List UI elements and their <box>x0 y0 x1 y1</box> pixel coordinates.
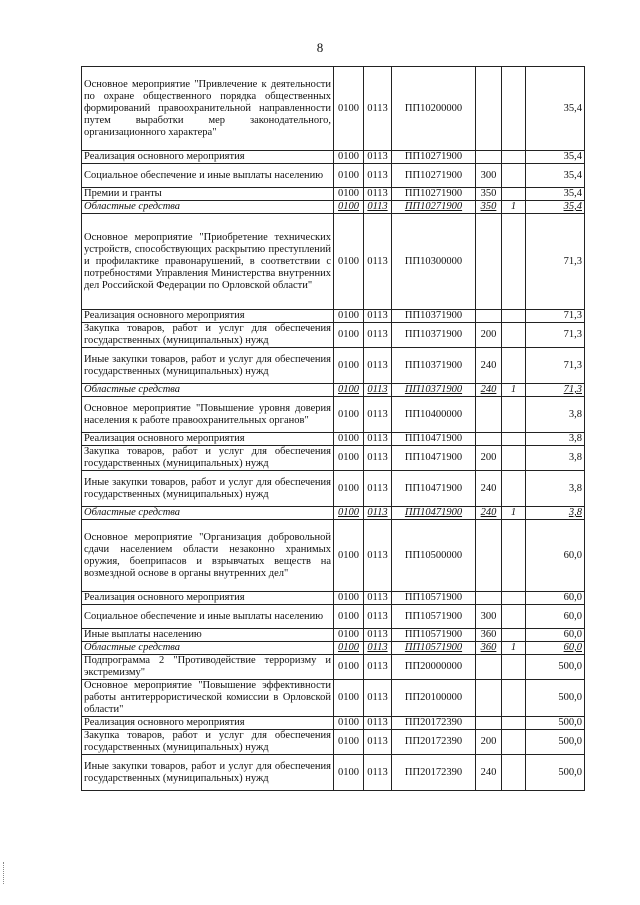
table-row <box>82 188 585 201</box>
table-row <box>82 164 585 188</box>
row-subsection-code: 0113 <box>364 730 392 755</box>
row-name-cell: Иные выплаты населению <box>82 629 334 642</box>
row-name-cell: Подпрограмма 2 "Противодействие терроризму и экстремизму" <box>82 655 334 680</box>
row-name-cell: Премии и гранты <box>82 188 334 201</box>
row-subsection-code: 0113 <box>364 201 392 214</box>
row-source-mark <box>502 214 526 310</box>
row-section-code: 0100 <box>334 520 364 592</box>
row-name-cell: Основное мероприятие "Повышение уровня доверия населения к работе правоохранительных органов" <box>82 397 334 433</box>
row-subsection-code: 0113 <box>364 310 392 323</box>
row-expense-type: 350 <box>476 201 502 214</box>
row-expense-type: 300 <box>476 605 502 629</box>
table-row <box>82 446 585 471</box>
table-row <box>82 348 585 384</box>
row-name-cell: Реализация основного мероприятия <box>82 717 334 730</box>
row-subsection-code: 0113 <box>364 471 392 507</box>
row-subsection-code: 0113 <box>364 323 392 348</box>
table-row <box>82 755 585 791</box>
row-section-code: 0100 <box>334 323 364 348</box>
row-section-code: 0100 <box>334 310 364 323</box>
row-source-mark <box>502 397 526 433</box>
row-source-mark <box>502 433 526 446</box>
row-section-code: 0100 <box>334 397 364 433</box>
row-source-mark <box>502 151 526 164</box>
row-subsection-code: 0113 <box>364 592 392 605</box>
row-section-code: 0100 <box>334 201 364 214</box>
row-source-mark <box>502 188 526 201</box>
row-source-mark: 1 <box>502 201 526 214</box>
row-section-code: 0100 <box>334 592 364 605</box>
row-source-mark: 1 <box>502 384 526 397</box>
row-expense-type: 360 <box>476 642 502 655</box>
row-subsection-code: 0113 <box>364 655 392 680</box>
row-expense-type <box>476 592 502 605</box>
row-subsection-code: 0113 <box>364 717 392 730</box>
row-name-cell: Иные закупки товаров, работ и услуг для обеспечения государственных (муниципальных) нужд <box>82 471 334 507</box>
row-amount: 71,3 <box>526 348 585 384</box>
row-amount: 3,8 <box>526 397 585 433</box>
row-source-mark <box>502 730 526 755</box>
row-expense-type <box>476 655 502 680</box>
row-target-article: ПП20172390 <box>392 730 476 755</box>
row-amount: 500,0 <box>526 717 585 730</box>
row-subsection-code: 0113 <box>364 348 392 384</box>
table-row <box>82 730 585 755</box>
row-name-cell: Реализация основного мероприятия <box>82 433 334 446</box>
row-source-mark <box>502 592 526 605</box>
row-name-cell: Иные закупки товаров, работ и услуг для обеспечения государственных (муниципальных) нужд <box>82 755 334 791</box>
row-section-code: 0100 <box>334 433 364 446</box>
row-name-cell: Реализация основного мероприятия <box>82 151 334 164</box>
row-source-mark <box>502 310 526 323</box>
row-name-cell: Реализация основного мероприятия <box>82 592 334 605</box>
row-target-article: ПП10371900 <box>392 310 476 323</box>
table-row-funds <box>82 642 585 655</box>
row-name-cell: Областные средства <box>82 201 334 214</box>
row-amount: 500,0 <box>526 655 585 680</box>
row-source-mark <box>502 446 526 471</box>
row-target-article: ПП10271900 <box>392 151 476 164</box>
row-name-cell: Основное мероприятие "Организация добровольной сдачи населением области незаконно хранимых оружия, боеприпасов и взрывчатых веществ на возмездной основе в органы внутренних дел" <box>82 520 334 592</box>
table-row <box>82 151 585 164</box>
row-section-code: 0100 <box>334 471 364 507</box>
row-section-code: 0100 <box>334 348 364 384</box>
row-subsection-code: 0113 <box>364 629 392 642</box>
row-subsection-code: 0113 <box>364 151 392 164</box>
row-section-code: 0100 <box>334 384 364 397</box>
row-amount: 60,0 <box>526 592 585 605</box>
row-target-article: ПП10571900 <box>392 642 476 655</box>
row-target-article: ПП20172390 <box>392 717 476 730</box>
row-subsection-code: 0113 <box>364 642 392 655</box>
row-name-cell: Основное мероприятие "Приобретение технических устройств, способствующих раскрытию преступлений и профилактике правонарушений, в соответствии с потребностями Управления Министерства внутренних дел Российской Федерации по Орловской области" <box>82 214 334 310</box>
row-amount: 71,3 <box>526 384 585 397</box>
row-source-mark <box>502 680 526 717</box>
row-name-cell: Социальное обеспечение и иные выплаты населению <box>82 605 334 629</box>
row-subsection-code: 0113 <box>364 384 392 397</box>
table-row <box>82 397 585 433</box>
row-source-mark: 1 <box>502 642 526 655</box>
row-subsection-code: 0113 <box>364 67 392 151</box>
row-source-mark <box>502 717 526 730</box>
row-source-mark <box>502 348 526 384</box>
row-amount: 500,0 <box>526 755 585 791</box>
table-row <box>82 680 585 717</box>
row-amount: 35,4 <box>526 188 585 201</box>
row-source-mark <box>502 471 526 507</box>
row-name-cell: Закупка товаров, работ и услуг для обеспечения государственных (муниципальных) нужд <box>82 323 334 348</box>
row-subsection-code: 0113 <box>364 164 392 188</box>
row-section-code: 0100 <box>334 629 364 642</box>
row-subsection-code: 0113 <box>364 397 392 433</box>
row-subsection-code: 0113 <box>364 188 392 201</box>
row-name-cell: Областные средства <box>82 642 334 655</box>
row-name-cell: Основное мероприятие "Повышение эффективности работы антитеррористической комиссии в Орловской области" <box>82 680 334 717</box>
row-section-code: 0100 <box>334 446 364 471</box>
row-name-cell: Закупка товаров, работ и услуг для обеспечения государственных (муниципальных) нужд <box>82 446 334 471</box>
row-amount: 60,0 <box>526 642 585 655</box>
row-target-article: ПП20000000 <box>392 655 476 680</box>
table-row <box>82 67 585 151</box>
row-amount: 500,0 <box>526 730 585 755</box>
row-source-mark <box>502 323 526 348</box>
row-source-mark <box>502 755 526 791</box>
row-expense-type: 200 <box>476 446 502 471</box>
row-source-mark <box>502 164 526 188</box>
row-name-cell: Социальное обеспечение и иные выплаты населению <box>82 164 334 188</box>
row-subsection-code: 0113 <box>364 214 392 310</box>
row-expense-type: 200 <box>476 730 502 755</box>
row-amount: 35,4 <box>526 164 585 188</box>
row-subsection-code: 0113 <box>364 507 392 520</box>
table-row <box>82 520 585 592</box>
row-section-code: 0100 <box>334 507 364 520</box>
row-amount: 3,8 <box>526 507 585 520</box>
row-target-article: ПП10471900 <box>392 446 476 471</box>
budget-table <box>81 66 585 791</box>
row-target-article: ПП10371900 <box>392 323 476 348</box>
row-target-article: ПП10371900 <box>392 384 476 397</box>
row-subsection-code: 0113 <box>364 755 392 791</box>
row-section-code: 0100 <box>334 655 364 680</box>
table-row <box>82 323 585 348</box>
row-amount: 3,8 <box>526 471 585 507</box>
row-target-article: ПП10300000 <box>392 214 476 310</box>
row-expense-type <box>476 397 502 433</box>
row-subsection-code: 0113 <box>364 680 392 717</box>
row-name-cell: Иные закупки товаров, работ и услуг для обеспечения государственных (муниципальных) нужд <box>82 348 334 384</box>
row-section-code: 0100 <box>334 755 364 791</box>
row-expense-type <box>476 67 502 151</box>
row-expense-type <box>476 151 502 164</box>
row-amount: 60,0 <box>526 605 585 629</box>
table-row <box>82 433 585 446</box>
table-row <box>82 717 585 730</box>
row-expense-type <box>476 433 502 446</box>
row-section-code: 0100 <box>334 151 364 164</box>
row-section-code: 0100 <box>334 717 364 730</box>
table-row <box>82 655 585 680</box>
row-source-mark <box>502 520 526 592</box>
row-expense-type <box>476 310 502 323</box>
row-section-code: 0100 <box>334 642 364 655</box>
table-row-funds <box>82 384 585 397</box>
table-row <box>82 214 585 310</box>
row-expense-type: 240 <box>476 755 502 791</box>
row-target-article: ПП10571900 <box>392 629 476 642</box>
row-name-cell: Областные средства <box>82 507 334 520</box>
row-section-code: 0100 <box>334 680 364 717</box>
row-expense-type <box>476 214 502 310</box>
row-target-article: ПП20172390 <box>392 755 476 791</box>
row-amount: 3,8 <box>526 433 585 446</box>
row-source-mark <box>502 67 526 151</box>
row-section-code: 0100 <box>334 164 364 188</box>
scan-edge-mark <box>3 862 5 884</box>
table-row <box>82 629 585 642</box>
table-row <box>82 605 585 629</box>
row-amount: 3,8 <box>526 446 585 471</box>
row-target-article: ПП10400000 <box>392 397 476 433</box>
row-expense-type: 360 <box>476 629 502 642</box>
row-target-article: ПП10471900 <box>392 433 476 446</box>
row-target-article: ПП10471900 <box>392 507 476 520</box>
row-amount: 35,4 <box>526 201 585 214</box>
row-subsection-code: 0113 <box>364 433 392 446</box>
row-amount: 60,0 <box>526 520 585 592</box>
row-target-article: ПП10571900 <box>392 605 476 629</box>
table-row <box>82 310 585 323</box>
row-expense-type: 350 <box>476 188 502 201</box>
row-amount: 71,3 <box>526 214 585 310</box>
row-name-cell: Реализация основного мероприятия <box>82 310 334 323</box>
row-subsection-code: 0113 <box>364 520 392 592</box>
row-amount: 60,0 <box>526 629 585 642</box>
row-target-article: ПП10471900 <box>392 471 476 507</box>
row-expense-type: 240 <box>476 384 502 397</box>
page-number: 8 <box>316 40 324 55</box>
row-amount: 35,4 <box>526 151 585 164</box>
row-section-code: 0100 <box>334 605 364 629</box>
row-expense-type <box>476 717 502 730</box>
row-expense-type: 300 <box>476 164 502 188</box>
row-amount: 71,3 <box>526 323 585 348</box>
row-expense-type: 200 <box>476 323 502 348</box>
row-section-code: 0100 <box>334 188 364 201</box>
table-row <box>82 471 585 507</box>
row-target-article: ПП10271900 <box>392 188 476 201</box>
table-row-funds <box>82 201 585 214</box>
row-section-code: 0100 <box>334 730 364 755</box>
row-section-code: 0100 <box>334 67 364 151</box>
row-name-cell: Закупка товаров, работ и услуг для обеспечения государственных (муниципальных) нужд <box>82 730 334 755</box>
row-amount: 35,4 <box>526 67 585 151</box>
row-target-article: ПП10271900 <box>392 201 476 214</box>
row-expense-type <box>476 680 502 717</box>
row-name-cell: Основное мероприятие "Привлечение к деятельности по охране общественного порядка общественных формирований правоохранительной направленности путем выработки мер законодательного, организационного характера" <box>82 67 334 151</box>
row-source-mark <box>502 629 526 642</box>
table-row <box>82 592 585 605</box>
row-amount: 71,3 <box>526 310 585 323</box>
row-expense-type: 240 <box>476 507 502 520</box>
row-target-article: ПП10571900 <box>392 592 476 605</box>
row-name-cell: Областные средства <box>82 384 334 397</box>
row-expense-type: 240 <box>476 471 502 507</box>
row-subsection-code: 0113 <box>364 605 392 629</box>
row-target-article: ПП20100000 <box>392 680 476 717</box>
row-expense-type: 240 <box>476 348 502 384</box>
row-target-article: ПП10500000 <box>392 520 476 592</box>
row-source-mark <box>502 655 526 680</box>
row-section-code: 0100 <box>334 214 364 310</box>
row-target-article: ПП10271900 <box>392 164 476 188</box>
row-subsection-code: 0113 <box>364 446 392 471</box>
row-target-article: ПП10371900 <box>392 348 476 384</box>
table-row-funds <box>82 507 585 520</box>
row-target-article: ПП10200000 <box>392 67 476 151</box>
row-source-mark <box>502 605 526 629</box>
row-expense-type <box>476 520 502 592</box>
row-source-mark: 1 <box>502 507 526 520</box>
budget-table-body <box>82 67 585 791</box>
row-amount: 500,0 <box>526 680 585 717</box>
